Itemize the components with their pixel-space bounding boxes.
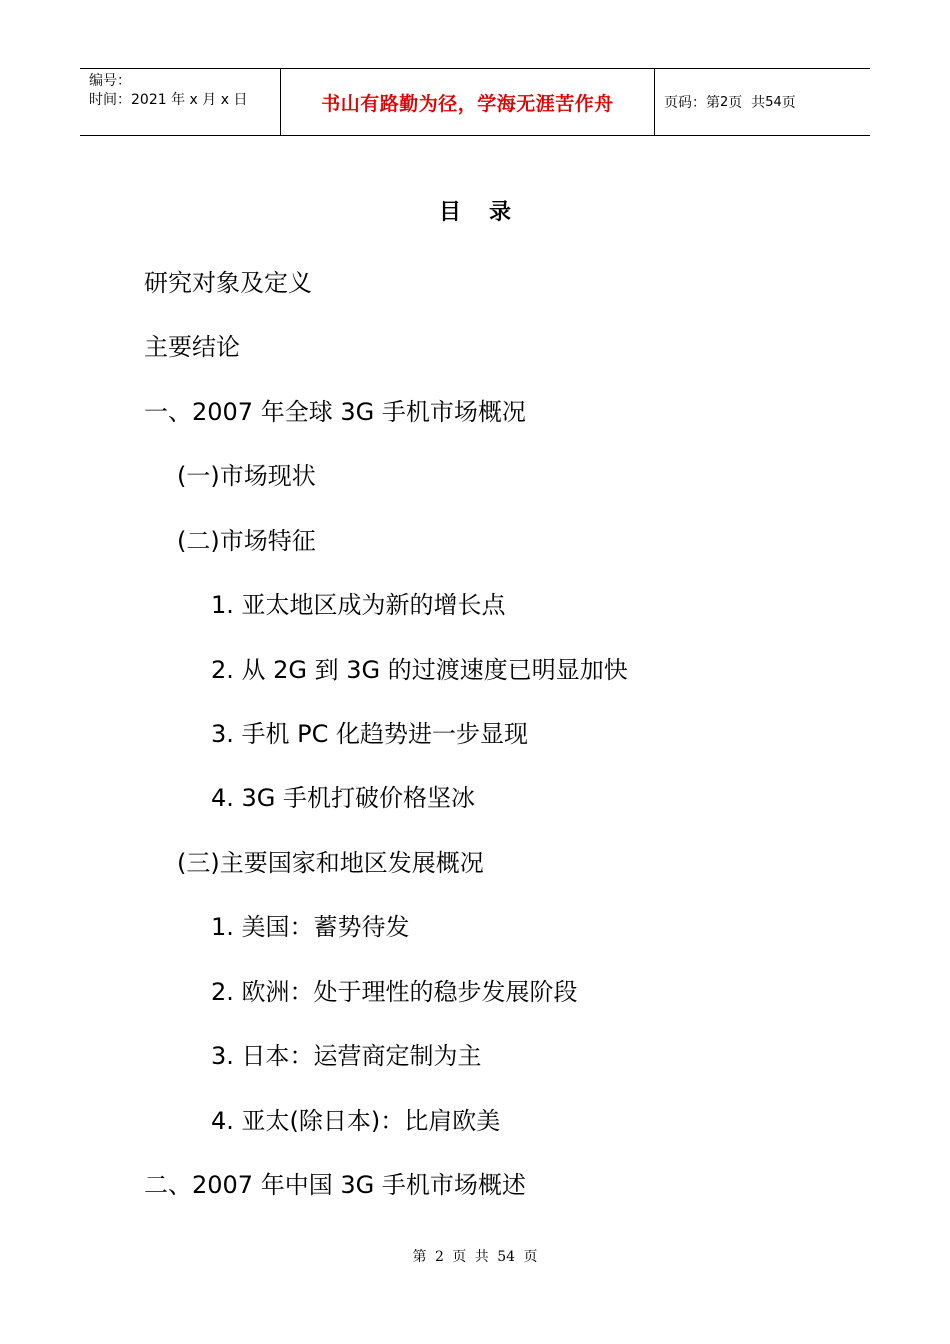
page-header xyxy=(80,68,870,136)
toc-entry[interactable]: 1. 美国：蓄势待发 xyxy=(211,913,410,941)
toc-entry[interactable]: 主要结论 xyxy=(144,333,240,361)
header-page-info xyxy=(655,69,870,135)
toc-entry[interactable]: (二)市场特征 xyxy=(177,527,316,555)
toc-entry[interactable]: 2. 从 2G 到 3G 的过渡速度已明显加快 xyxy=(211,656,628,684)
toc-entry[interactable]: 4. 3G 手机打破价格坚冰 xyxy=(211,784,476,812)
document-number-label: 编号： xyxy=(89,73,131,89)
header-meta xyxy=(80,69,281,135)
header-motto: 书山有路勤为径，学海无涯苦作舟 xyxy=(321,92,614,115)
toc-entry[interactable]: 研究对象及定义 xyxy=(144,269,312,297)
page-mid-label: 页 共 xyxy=(728,95,766,111)
toc-entry[interactable]: 2. 欧洲：处于理性的稳步发展阶段 xyxy=(211,978,578,1006)
page-current: 2 xyxy=(720,94,729,110)
page-end-label: 页 xyxy=(781,95,796,111)
toc-entry[interactable]: 3. 手机 PC 化趋势进一步显现 xyxy=(211,720,529,748)
header-motto-cell xyxy=(281,69,655,135)
toc-entry[interactable]: 一、2007 年全球 3G 手机市场概况 xyxy=(144,398,526,426)
page-label: 页码：第 xyxy=(664,95,720,111)
page-total: 54 xyxy=(765,94,782,110)
document-time-label: 时间：2021 年 x 月 x 日 xyxy=(89,92,248,108)
toc-entry[interactable]: 3. 日本：运营商定制为主 xyxy=(211,1042,482,1070)
toc-title: 目录 xyxy=(438,199,539,225)
toc-entry[interactable]: 二、2007 年中国 3G 手机市场概述 xyxy=(144,1171,526,1199)
page-footer: 第 2 页 共 54 页 xyxy=(412,1249,538,1265)
toc-entry[interactable]: 4. 亚太(除日本)：比肩欧美 xyxy=(211,1107,501,1135)
toc-entry[interactable]: (三)主要国家和地区发展概况 xyxy=(177,849,484,877)
toc-entry[interactable]: (一)市场现状 xyxy=(177,462,316,490)
toc-entry[interactable]: 1. 亚太地区成为新的增长点 xyxy=(211,591,506,619)
